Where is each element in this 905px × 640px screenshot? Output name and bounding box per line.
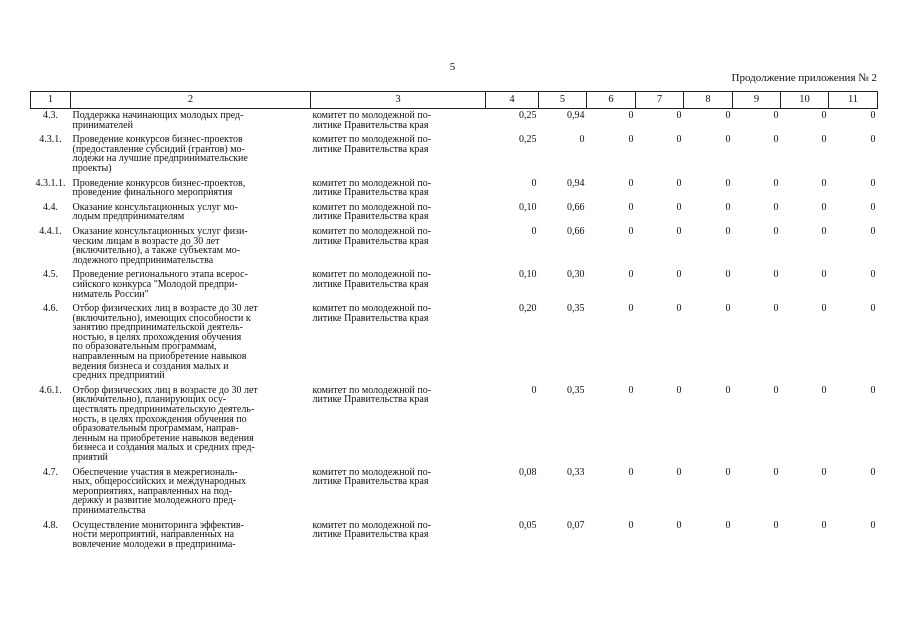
- executor-line: литике Правительства края: [312, 529, 429, 541]
- value-cell: 0: [821, 110, 827, 121]
- value-cell: 0: [676, 201, 682, 213]
- value-cell: 0: [676, 110, 682, 121]
- executor: [311, 177, 486, 201]
- value-cell: 0: [628, 384, 634, 396]
- item-name-line: Оказание консультационных услуг мо-: [72, 201, 238, 213]
- value-cell: 0: [773, 177, 779, 189]
- table-row: [31, 466, 878, 519]
- value-cell: 0: [579, 134, 585, 146]
- value-cell: 0: [773, 466, 779, 478]
- value-cell: 0: [628, 466, 634, 478]
- value-cell: 0,08: [519, 466, 537, 478]
- value-cell: 0,10: [519, 201, 537, 213]
- value-cell: 0: [870, 269, 876, 281]
- value-cell: 0: [773, 110, 779, 121]
- value-cell: 0: [725, 384, 731, 396]
- value-cell: 0: [676, 177, 682, 189]
- column-header: 9: [733, 92, 781, 109]
- value-cell: 0: [628, 110, 634, 121]
- value-cell: 0,94: [567, 177, 585, 189]
- value-cell: 0,10: [519, 269, 537, 281]
- value-cell: 0: [821, 225, 827, 237]
- item-name-line: (предоставление субсидий (грантов) мо-: [72, 143, 245, 155]
- item-name-line: ведения бизнеса и создания малых и: [72, 360, 229, 372]
- column-header: 8: [684, 92, 733, 109]
- executor: [311, 519, 486, 553]
- value-cell: 0: [870, 466, 876, 478]
- item-name-line: образовательным программам, направ-: [72, 423, 239, 435]
- executor: [311, 466, 486, 519]
- item-name-line: по образовательным программам,: [72, 341, 217, 353]
- value-cell: 0: [773, 384, 779, 396]
- item-name-line: занятию предпринимательской деятель-: [72, 322, 243, 334]
- item-name-line: направленным на приобретение навыков: [72, 351, 247, 363]
- executor-line: литике Правительства края: [312, 235, 429, 247]
- value-cell: 0: [821, 134, 827, 146]
- value-cell: 0: [676, 466, 682, 478]
- item-number: 4.4.: [43, 201, 58, 213]
- value-cell: 0: [676, 225, 682, 237]
- value-cell: 0: [628, 303, 634, 315]
- executor: [311, 225, 486, 268]
- item-name-line: ностью, в целях прохождения обучения: [72, 331, 242, 343]
- value-cell: 0: [870, 110, 876, 121]
- executor-line: комитет по молодежной по-: [312, 177, 432, 189]
- item-name-line: ческим лицам в возрасте до 30 лет: [72, 235, 220, 247]
- executor-line: литике Правительства края: [312, 394, 429, 406]
- value-cell: 0: [531, 225, 537, 237]
- item-name-line: средних предприятий: [72, 370, 165, 382]
- item-name-line: лодежи на лучшие предпринимательские: [72, 153, 248, 165]
- value-cell: 0: [628, 177, 634, 189]
- executor-line: комитет по молодежной по-: [312, 225, 432, 237]
- item-name: [71, 133, 311, 176]
- value-cell: 0: [870, 384, 876, 396]
- value-cell: 0: [628, 225, 634, 237]
- table-body: [31, 109, 878, 553]
- executor: [311, 302, 486, 384]
- item-number: 4.3.: [43, 110, 58, 121]
- value-cell: 0: [725, 269, 731, 281]
- value-cell: 0: [725, 177, 731, 189]
- item-name-line: Обеспечение участия в межрегиональ-: [72, 466, 238, 478]
- item-name-line: ности мероприятий, направленных на: [72, 529, 235, 541]
- value-cell: 0,25: [519, 110, 537, 121]
- item-name-line: Проведение конкурсов бизнес-проектов: [72, 134, 243, 146]
- table-row: [31, 519, 878, 553]
- plan-table: [30, 91, 878, 552]
- table-row: [31, 225, 878, 268]
- column-header: 10: [781, 92, 829, 109]
- executor-line: комитет по молодежной по-: [312, 269, 432, 281]
- executor-line: литике Правительства края: [312, 211, 429, 223]
- item-name-line: Поддержка начинающих молодых пред-: [72, 110, 244, 121]
- value-cell: 0,07: [567, 519, 585, 531]
- item-name: [71, 177, 311, 201]
- table-row: [31, 302, 878, 384]
- value-cell: 0: [870, 177, 876, 189]
- value-cell: 0: [676, 384, 682, 396]
- value-cell: 0: [870, 201, 876, 213]
- header-row: [31, 92, 878, 109]
- item-name-line: Осуществление мониторинга эффектив-: [72, 519, 244, 531]
- item-number: 4.5.: [43, 269, 58, 281]
- executor-line: литике Правительства края: [312, 278, 429, 290]
- value-cell: 0: [628, 134, 634, 146]
- item-name: [71, 466, 311, 519]
- value-cell: 0: [773, 225, 779, 237]
- executor-line: литике Правительства края: [312, 187, 429, 199]
- table-row: [31, 268, 878, 302]
- value-cell: 0,33: [567, 466, 585, 478]
- value-cell: 0: [725, 201, 731, 213]
- executor-line: литике Правительства края: [312, 119, 429, 131]
- item-name: [71, 268, 311, 302]
- item-name-line: ность, в целях прохождения обучения по: [72, 413, 247, 425]
- item-name-line: вовлечение молодежи в предпринима-: [72, 538, 236, 550]
- executor: [311, 268, 486, 302]
- value-cell: 0: [821, 201, 827, 213]
- value-cell: 0: [676, 134, 682, 146]
- item-number: 4.7.: [43, 466, 58, 478]
- item-name: [71, 519, 311, 553]
- value-cell: 0: [676, 519, 682, 531]
- value-cell: 0: [725, 225, 731, 237]
- value-cell: 0: [821, 177, 827, 189]
- item-name: [71, 225, 311, 268]
- value-cell: 0: [773, 134, 779, 146]
- column-header: 3: [311, 92, 486, 109]
- column-header: 7: [636, 92, 684, 109]
- value-cell: 0: [821, 384, 827, 396]
- executor-line: комитет по молодежной по-: [312, 466, 432, 478]
- page-number: 5: [449, 61, 456, 73]
- executor: [311, 133, 486, 176]
- item-name-line: сийского конкурса "Молодой предпри-: [72, 278, 238, 290]
- column-header: 4: [486, 92, 539, 109]
- column-header: 5: [539, 92, 587, 109]
- item-name-line: мероприятиях, направленных на под-: [72, 485, 233, 497]
- executor-line: литике Правительства края: [312, 476, 429, 488]
- value-cell: 0: [725, 519, 731, 531]
- value-cell: 0: [870, 519, 876, 531]
- value-cell: 0,66: [567, 201, 585, 213]
- value-cell: 0,35: [567, 384, 585, 396]
- value-cell: 0,20: [519, 303, 537, 315]
- value-cell: 0,25: [519, 134, 537, 146]
- table-row: [31, 133, 878, 176]
- executor: [311, 201, 486, 225]
- value-cell: 0: [725, 110, 731, 121]
- value-cell: 0: [725, 466, 731, 478]
- column-header: 2: [71, 92, 311, 109]
- value-cell: 0: [676, 303, 682, 315]
- item-name-line: принимателей: [72, 119, 133, 131]
- item-name-line: проекты): [72, 162, 112, 174]
- value-cell: 0: [773, 303, 779, 315]
- value-cell: 0: [821, 519, 827, 531]
- item-name: [71, 384, 311, 466]
- value-cell: 0: [773, 519, 779, 531]
- value-cell: 0: [821, 269, 827, 281]
- item-name-line: лодежного предпринимательства: [72, 254, 214, 266]
- item-name-line: приятий: [72, 452, 108, 463]
- value-cell: 0: [773, 201, 779, 213]
- item-number: 4.8.: [43, 519, 58, 531]
- value-cell: 0: [628, 201, 634, 213]
- value-cell: 0: [531, 384, 537, 396]
- executor: [311, 384, 486, 466]
- item-name-line: (включительно), а также субъектам мо-: [72, 245, 241, 257]
- table-row: [31, 177, 878, 201]
- item-name-line: принимательства: [72, 504, 146, 516]
- value-cell: 0,05: [519, 519, 537, 531]
- item-name-line: держку и развитие молодежного пред-: [72, 495, 237, 507]
- item-name-line: Проведение регионального этапа всерос-: [72, 269, 248, 281]
- value-cell: 0: [821, 466, 827, 478]
- item-name-line: (включительно), планирующих осу-: [72, 394, 227, 406]
- executor-line: литике Правительства края: [312, 143, 429, 155]
- item-name-line: ниматель России": [72, 288, 149, 300]
- item-name-line: ленным на приобретение навыков ведения: [72, 432, 254, 444]
- item-name-line: ных, общероссийских и международных: [72, 476, 247, 488]
- executor-line: комитет по молодежной по-: [312, 110, 432, 121]
- column-header: 1: [31, 92, 71, 109]
- executor-line: комитет по молодежной по-: [312, 134, 432, 146]
- table-row: [31, 109, 878, 134]
- value-cell: 0,66: [567, 225, 585, 237]
- executor: [311, 109, 486, 134]
- item-name-line: Отбор физических лиц в возрасте до 30 лет: [72, 384, 258, 396]
- executor-line: литике Правительства края: [312, 312, 429, 324]
- item-number: 4.3.1.1.: [35, 177, 66, 189]
- value-cell: 0: [821, 303, 827, 315]
- value-cell: 0,94: [567, 110, 585, 121]
- item-name-line: Отбор физических лиц в возрасте до 30 лет: [72, 303, 258, 315]
- item-name-line: Оказание консультационных услуг физи-: [72, 225, 248, 237]
- value-cell: 0: [870, 225, 876, 237]
- value-cell: 0: [725, 134, 731, 146]
- value-cell: 0: [676, 269, 682, 281]
- item-name-line: лодым предпринимателям: [72, 211, 185, 223]
- item-name-line: (включительно), имеющих способности к: [72, 312, 251, 324]
- item-number: 4.6.1.: [39, 384, 62, 396]
- executor-line: комитет по молодежной по-: [312, 201, 432, 213]
- item-name-line: проведение финального мероприятия: [72, 187, 233, 199]
- column-header: 11: [829, 92, 878, 109]
- value-cell: 0: [870, 303, 876, 315]
- item-name: [71, 201, 311, 225]
- value-cell: 0: [531, 177, 537, 189]
- table-row: [31, 201, 878, 225]
- item-name-line: ществлять предпринимательскую деятель-: [72, 404, 255, 416]
- item-number: 4.6.: [43, 303, 58, 315]
- value-cell: 0: [628, 269, 634, 281]
- executor-line: комитет по молодежной по-: [312, 519, 432, 531]
- value-cell: 0: [870, 134, 876, 146]
- item-name-line: Проведение конкурсов бизнес-проектов,: [72, 177, 246, 189]
- item-number: 4.4.1.: [39, 225, 62, 237]
- executor-line: комитет по молодежной по-: [312, 384, 432, 396]
- item-name: [71, 109, 311, 134]
- value-cell: 0: [773, 269, 779, 281]
- value-cell: 0,35: [567, 303, 585, 315]
- executor-line: комитет по молодежной по-: [312, 303, 432, 315]
- value-cell: 0: [725, 303, 731, 315]
- continuation-title: Продолжение приложения № 2: [731, 72, 877, 84]
- value-cell: 0,30: [567, 269, 585, 281]
- item-number: 4.3.1.: [39, 134, 62, 146]
- table-row: [31, 384, 878, 466]
- value-cell: 0: [628, 519, 634, 531]
- item-name: [71, 302, 311, 384]
- item-name-line: бизнеса и создания малых и средних пред-: [72, 442, 255, 454]
- column-header: 6: [587, 92, 636, 109]
